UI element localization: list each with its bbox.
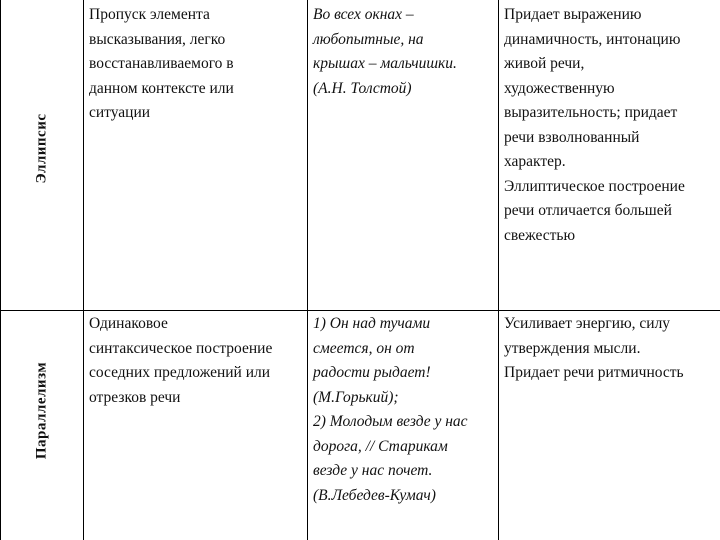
text-line: восстанавливаемого в: [89, 55, 234, 72]
text-line: Эллиптическое построение: [504, 177, 685, 195]
text-line: данном контексте или: [89, 79, 234, 97]
text-line: Придает выражению: [504, 6, 642, 23]
text-line: Пропуск элемента: [89, 6, 210, 23]
text-line: (М.Горький);: [313, 388, 399, 406]
text-line: утверждения мысли.: [504, 339, 641, 357]
text-line: речи отличается большей: [504, 202, 672, 219]
text-line: любопытные, на: [313, 30, 424, 48]
column-divider: [83, 0, 84, 540]
table-border: [0, 0, 1, 540]
column-divider: [498, 0, 499, 540]
text-line: ситуации: [89, 104, 151, 121]
text-line: высказывания, легко: [89, 30, 226, 48]
text-line: 1) Он над тучами: [313, 315, 431, 332]
text-line: везде у нас почет.: [313, 462, 433, 479]
text-line: Придает речи ритмичность: [504, 364, 684, 381]
text-line: художественную: [504, 79, 615, 97]
term-ellipsis: Эллипсис: [33, 113, 50, 184]
text-line: синтаксическое построение: [89, 339, 273, 357]
term-parallelism: Параллелизм: [33, 361, 50, 460]
example-cell: [313, 3, 457, 101]
text-line: 2) Молодым везде у нас: [313, 413, 468, 430]
text-line: Одинаковое: [89, 315, 168, 332]
text-line: (А.Н. Толстой): [313, 79, 412, 97]
row-divider: [0, 310, 720, 311]
example-cell: [313, 312, 468, 508]
function-cell: [504, 3, 685, 248]
text-line: соседних предложений или: [89, 364, 271, 381]
text-line: отрезков речи: [89, 388, 181, 406]
definition-cell: [89, 3, 234, 126]
text-line: живой речи,: [504, 55, 585, 72]
text-line: выразительность; придает: [504, 104, 678, 121]
text-line: Во всех окнах –: [313, 6, 414, 23]
text-line: характер.: [504, 153, 566, 170]
text-line: речи взволнованный: [504, 128, 640, 146]
text-line: радости рыдает!: [313, 364, 431, 381]
text-line: свежестью: [504, 226, 576, 244]
text-line: смеется, он от: [313, 339, 415, 357]
definition-cell: [89, 312, 272, 410]
text-line: (В.Лебедев-Кумач): [313, 486, 436, 504]
text-line: динамичность, интонацию: [504, 30, 681, 48]
text-line: дорога, // Старикам: [313, 437, 448, 455]
text-line: Усиливает энергию, силу: [504, 315, 671, 332]
column-divider: [307, 0, 308, 540]
function-cell: [504, 312, 684, 386]
text-line: крышах – мальчишки.: [313, 55, 457, 72]
